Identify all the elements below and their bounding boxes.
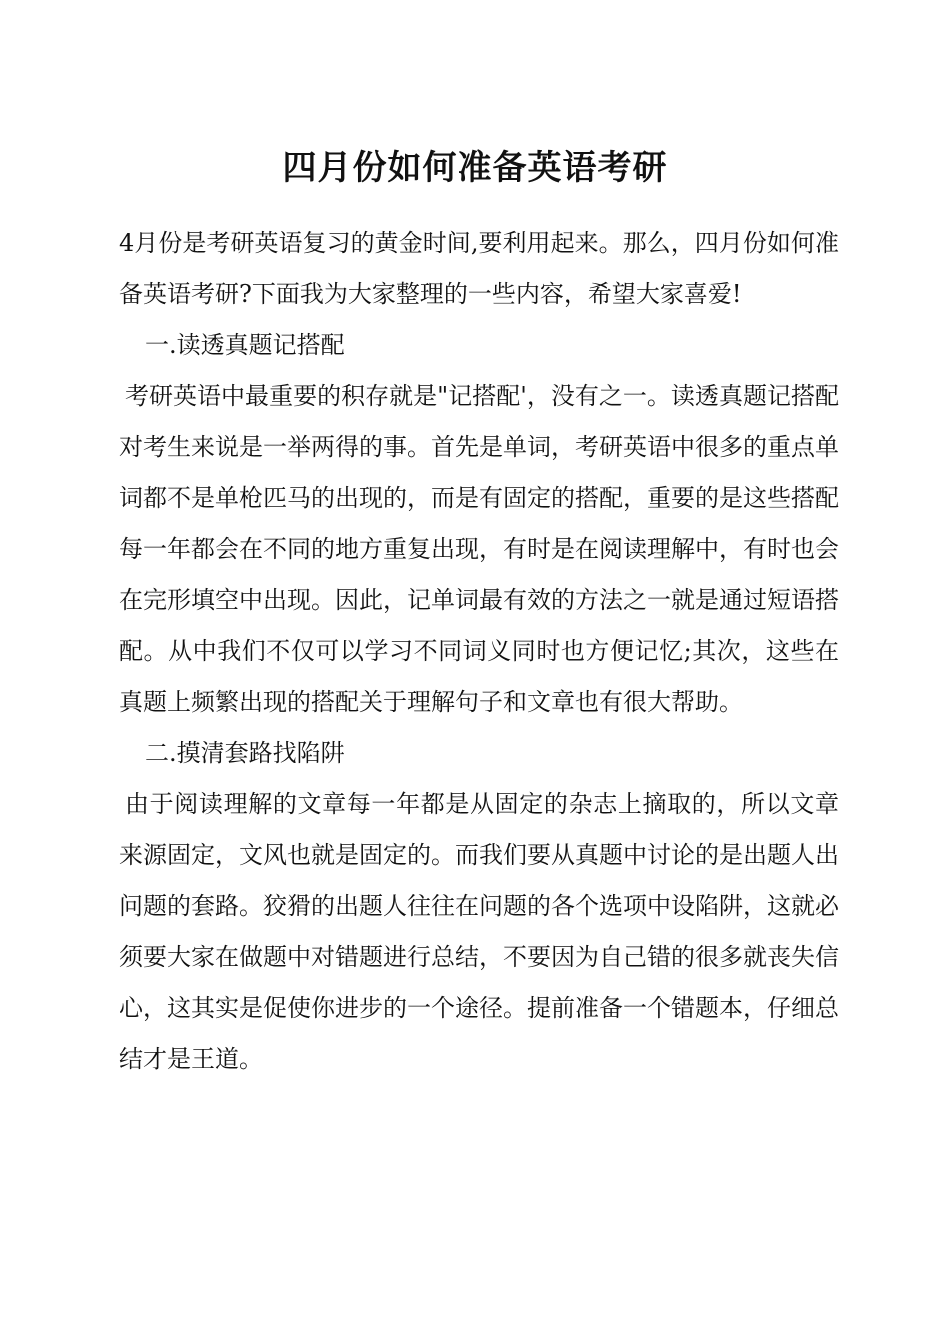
section-body-1: 考研英语中最重要的积存就是"记搭配'，没有之一。读透真题记搭配对考生来说是一举两得的事。首先是单词，考研英语中很多的重点单词都不是单枪匹马的出现的，而是有固定的搭配，重要的是这些搭配每一年都会在不同的地方重复出现，有时是在阅读理解中，有时也会在完形填空中出现。因此，记单词最有效的方法之一就是通过短语搭配。从中我们不仅可以学习不同词义同时也方便记忆;其次，这些在真题上频繁出现的搭配关于理解句子和文章也有很大帮助。 [119,382,839,716]
section-body-2: 由于阅读理解的文章每一年都是从固定的杂志上摘取的，所以文章来源固定，文风也就是固定的。而我们要从真题中讨论的是出题人出问题的套路。狡猾的出题人往往在问题的各个选项中设陷阱，这就必须要大家在做题中对错题进行总结，不要因为自己错的很多就丧失信心，这其实是促使你进步的一个途径。提前准备一个错题本，仔细总结才是王道。 [119,790,839,1073]
section-heading-1: 一.读透真题记搭配 [145,331,345,359]
document-body [119,218,839,1085]
section-heading-2: 二.摸清套路找陷阱 [145,739,345,767]
intro-paragraph: 4月份是考研英语复习的黄金时间,要利用起来。那么，四月份如何准备英语考研?下面我为大家整理的一些内容，希望大家喜爱! [119,229,839,308]
document-title: 四月份如何准备英语考研 [282,148,668,188]
